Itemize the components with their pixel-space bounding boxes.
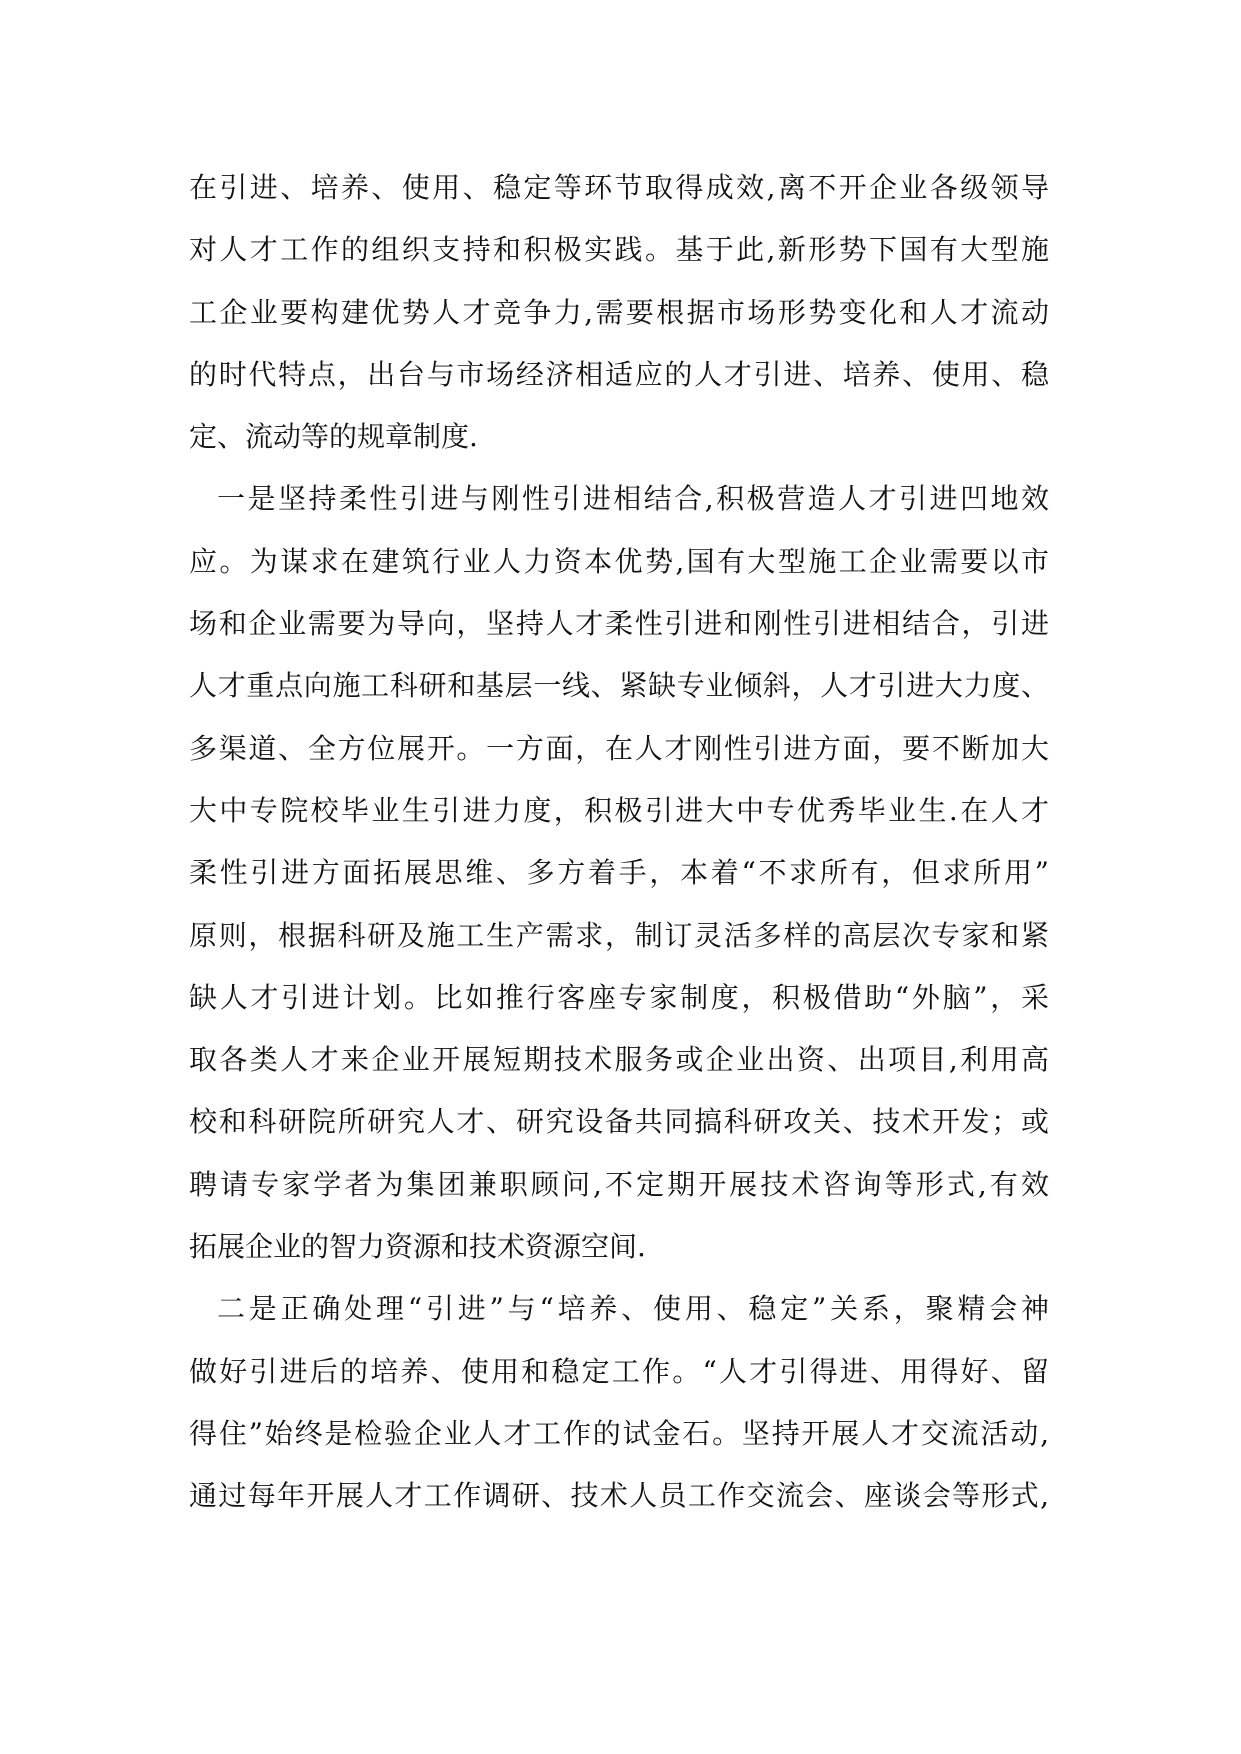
paragraph-line: 二是正确处理“引进”与“培养、使用、稳定”关系，聚精会神: [217, 1292, 1049, 1326]
paragraph-line: 做好引进后的培养、使用和稳定工作。“人才引得进、用得好、留: [189, 1354, 1049, 1388]
paragraph-line: 人才重点向施工科研和基层一线、紧缺专业倾斜，人才引进大力度、: [189, 669, 1049, 703]
paragraph-line: 聘请专家学者为集团兼职顾问,不定期开展技术咨询等形式,有效: [189, 1167, 1049, 1201]
paragraph-line: 定、流动等的规章制度.: [189, 420, 478, 454]
paragraph-line: 的时代特点，出台与市场经济相适应的人才引进、培养、使用、稳: [189, 357, 1049, 391]
paragraph-line: 柔性引进方面拓展思维、多方着手，本着“不求所有，但求所用”: [189, 856, 1049, 890]
body-text: [189, 157, 1049, 1528]
paragraph-line: 通过每年开展人才工作调研、技术人员工作交流会、座谈会等形式,: [189, 1479, 1049, 1513]
paragraph-line: 拓展企业的智力资源和技术资源空间.: [189, 1230, 646, 1264]
paragraph-line: 取各类人才来企业开展短期技术服务或企业出资、出项目,利用高: [189, 1043, 1049, 1077]
paragraph-line: 大中专院校毕业生引进力度，积极引进大中专优秀毕业生.在人才: [189, 793, 1049, 827]
paragraph-line: 缺人才引进计划。比如推行客座专家制度，积极借助“外脑”，采: [189, 980, 1049, 1014]
paragraph-line: 对人才工作的组织支持和积极实践。基于此,新形势下国有大型施: [189, 233, 1049, 267]
paragraph-line: 应。为谋求在建筑行业人力资本优势,国有大型施工企业需要以市: [189, 544, 1049, 578]
paragraph-line: 原则，根据科研及施工生产需求，制订灵活多样的高层次专家和紧: [189, 918, 1049, 952]
paragraph-line: 一是坚持柔性引进与刚性引进相结合,积极营造人才引进凹地效: [217, 482, 1049, 516]
paragraph-line: 校和科研院所研究人才、研究设备共同搞科研攻关、技术开发；或: [189, 1105, 1049, 1139]
paragraph-line: 多渠道、全方位展开。一方面，在人才刚性引进方面，要不断加大: [189, 731, 1049, 765]
paragraph-line: 在引进、培养、使用、稳定等环节取得成效,离不开企业各级领导: [189, 171, 1049, 204]
paragraph-line: 得住”始终是检验企业人才工作的试金石。坚持开展人才交流活动,: [189, 1416, 1049, 1450]
paragraph-line: 工企业要构建优势人才竞争力,需要根据市场形势变化和人才流动: [189, 295, 1049, 329]
paragraph-line: 场和企业需要为导向，坚持人才柔性引进和刚性引进相结合，引进: [189, 607, 1049, 641]
